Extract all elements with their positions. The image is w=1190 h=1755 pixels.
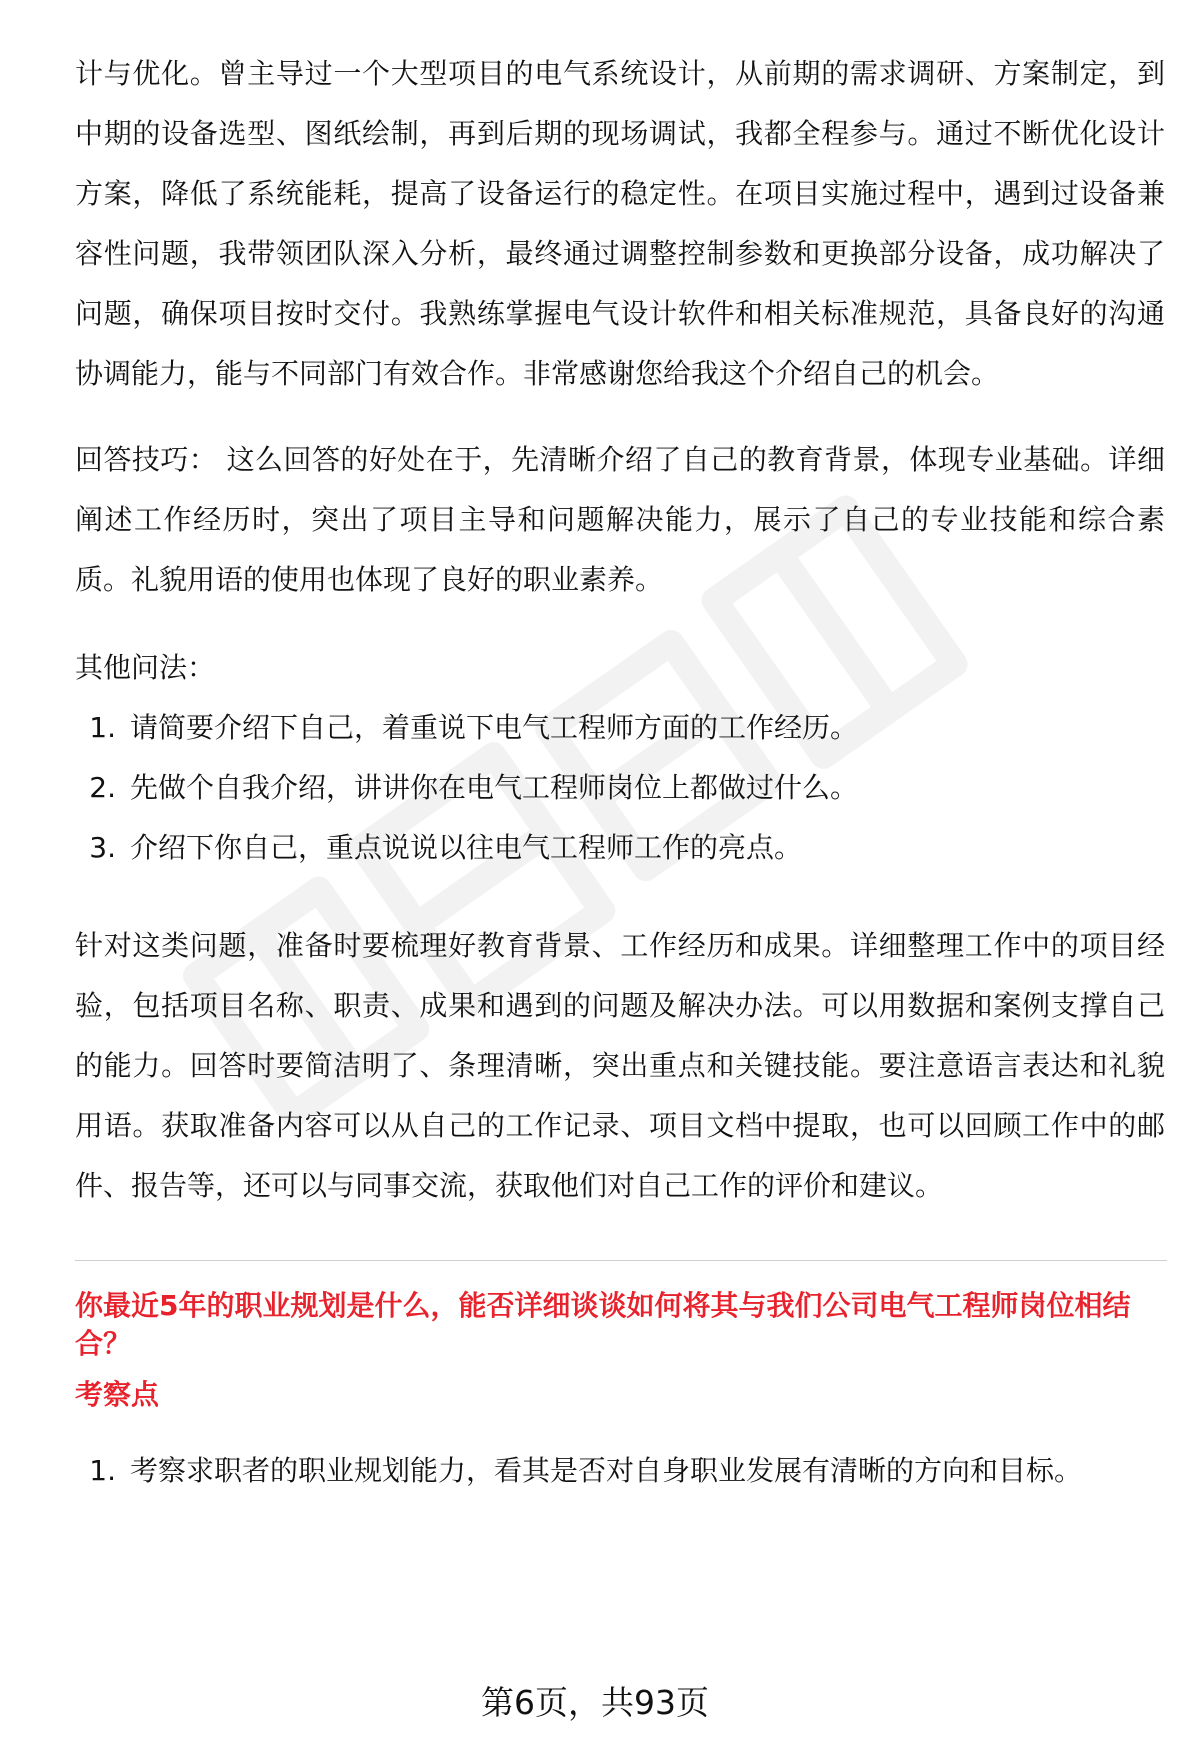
intro-continuation-paragraph: 计与优化。曾主导过一个大型项目的电气系统设计，从前期的需求调研、方案制定，到中期的设备选型、图纸绘制，再到后期的现场调试，我都全程参与。通过不断优化设计方案，降低了系统能耗，提高了设备运行的稳定性。在项目实施过程中，遇到过设备兼容性问题，我带领团队深入分析，最终通过调整控制参数和更换部分设备，成功解决了问题，确保项目按时交付。我熟练掌握电气设计软件和相关标准规范，具备良好的沟通协调能力，能与不同部门有效合作。非常感谢您给我这个介绍自己的机会。 <box>75 57 1165 390</box>
list-item-text: 介绍下你自己，重点说说以往电气工程师工作的亮点。 <box>130 831 803 864</box>
other-questions-label: 其他问法： <box>75 651 216 684</box>
list-number: 1. <box>89 1454 116 1487</box>
answer-tips-paragraph: 回答技巧： 这么回答的好处在于，先清晰介绍了自己的教育背景，体现专业基础。详细阐述工作经历时，突出了项目主导和问题解决能力，展示了自己的专业技能和综合素质。礼貌用语的使用也体现了良好的职业素养。 <box>75 443 1165 596</box>
list-number: 3. <box>89 831 116 864</box>
document-page <box>75 44 1165 1501</box>
list-item <box>75 758 1165 818</box>
preparation-paragraph: 针对这类问题，准备时要梳理好教育背景、工作经历和成果。详细整理工作中的项目经验，包括项目名称、职责、成果和遇到的问题及解决办法。可以用数据和案例支撑自己的能力。回答时要简洁明了、条理清晰，突出重点和关键技能。要注意语言表达和礼貌用语。获取准备内容可以从自己的工作记录、项目文档中提取，也可以回顾工作中的邮件、报告等，还可以与同事交流，获取他们对自己工作的评价和建议。 <box>75 929 1165 1202</box>
list-item <box>75 698 1165 758</box>
list-number: 1. <box>89 711 116 744</box>
assessment-points-list <box>75 1441 1165 1501</box>
list-number: 2. <box>89 771 116 804</box>
list-item <box>75 818 1165 878</box>
list-item-text: 先做个自我介绍，讲讲你在电气工程师岗位上都做过什么。 <box>130 771 859 804</box>
interview-question-heading: 你最近5年的职业规划是什么，能否详细谈谈如何将其与我们公司电气工程师岗位相结合？ <box>75 1289 1131 1360</box>
list-item <box>75 1441 1165 1501</box>
page-number-footer: 第6页，共93页 <box>481 1683 709 1722</box>
section-divider <box>75 1260 1167 1261</box>
list-item-text: 考察求职者的职业规划能力，看其是否对自身职业发展有清晰的方向和目标。 <box>130 1454 1083 1487</box>
other-questions-list <box>75 698 1165 878</box>
assessment-points-heading: 考察点 <box>75 1378 160 1411</box>
list-item-text: 请简要介绍下自己，着重说下电气工程师方面的工作经历。 <box>130 711 859 744</box>
